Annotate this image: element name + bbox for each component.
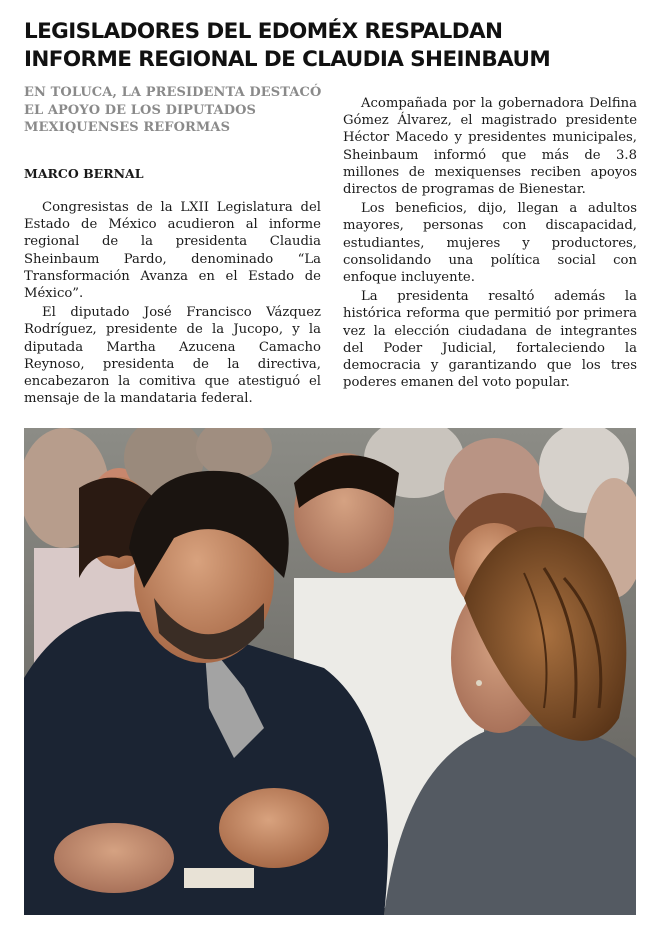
subhead-line-3: MEXIQUENSES REFORMAS xyxy=(24,120,231,135)
article-photo xyxy=(24,428,636,915)
paragraph: Los beneficios, dijo, llegan a adultos mayores, personas con discapacidad, estudiantes, mujeres y productores, consolidando una política social con enfoque incluyente. xyxy=(343,201,637,286)
paragraph: El diputado José Francisco Vázquez Rodríguez, presidente de la Jucopo, y la diputada Martha Azucena Camacho Reynoso, presidenta de la directiva, encabezaron la comitiva que atestiguó el mensaje de la mandataria federal. xyxy=(24,305,321,407)
subheadline xyxy=(24,84,324,137)
article-column-right xyxy=(343,95,637,391)
byline: MARCO BERNAL xyxy=(24,166,144,181)
paragraph: La presidenta resaltó además la histórica reforma que permitió por primera vez la elección ciudadana de integrantes del Poder Judicial, fortaleciendo la democracia y garantizando que los tres poderes emanen del voto popular. xyxy=(343,289,637,391)
headline-line-1: LEGISLADORES DEL EDOMÉX RESPALDAN xyxy=(24,19,503,44)
paragraph: Congresistas de la LXII Legislatura del Estado de México acudieron al informe regional de la presidenta Claudia Sheinbaum Pardo, denominado “La Transformación Avanza en el Estado de México”. xyxy=(24,200,321,302)
photo-illustration xyxy=(24,428,636,915)
subhead-line-1: EN TOLUCA, LA PRESIDENTA DESTACÓ xyxy=(24,85,322,100)
subhead-line-2: EL APOYO DE LOS DIPUTADOS xyxy=(24,102,256,118)
headline-line-2: INFORME REGIONAL DE CLAUDIA SHEINBAUM xyxy=(24,47,551,72)
article-column-left xyxy=(24,199,321,407)
paragraph: Acompañada por la gobernadora Delfina Gómez Álvarez, el magistrado presidente Héctor Macedo y presidentes municipales, Sheinbaum informó que más de 3.8 millones de mexiquenses reciben apoyos directos de programas de Bienestar. xyxy=(343,96,637,198)
headline xyxy=(24,18,634,74)
